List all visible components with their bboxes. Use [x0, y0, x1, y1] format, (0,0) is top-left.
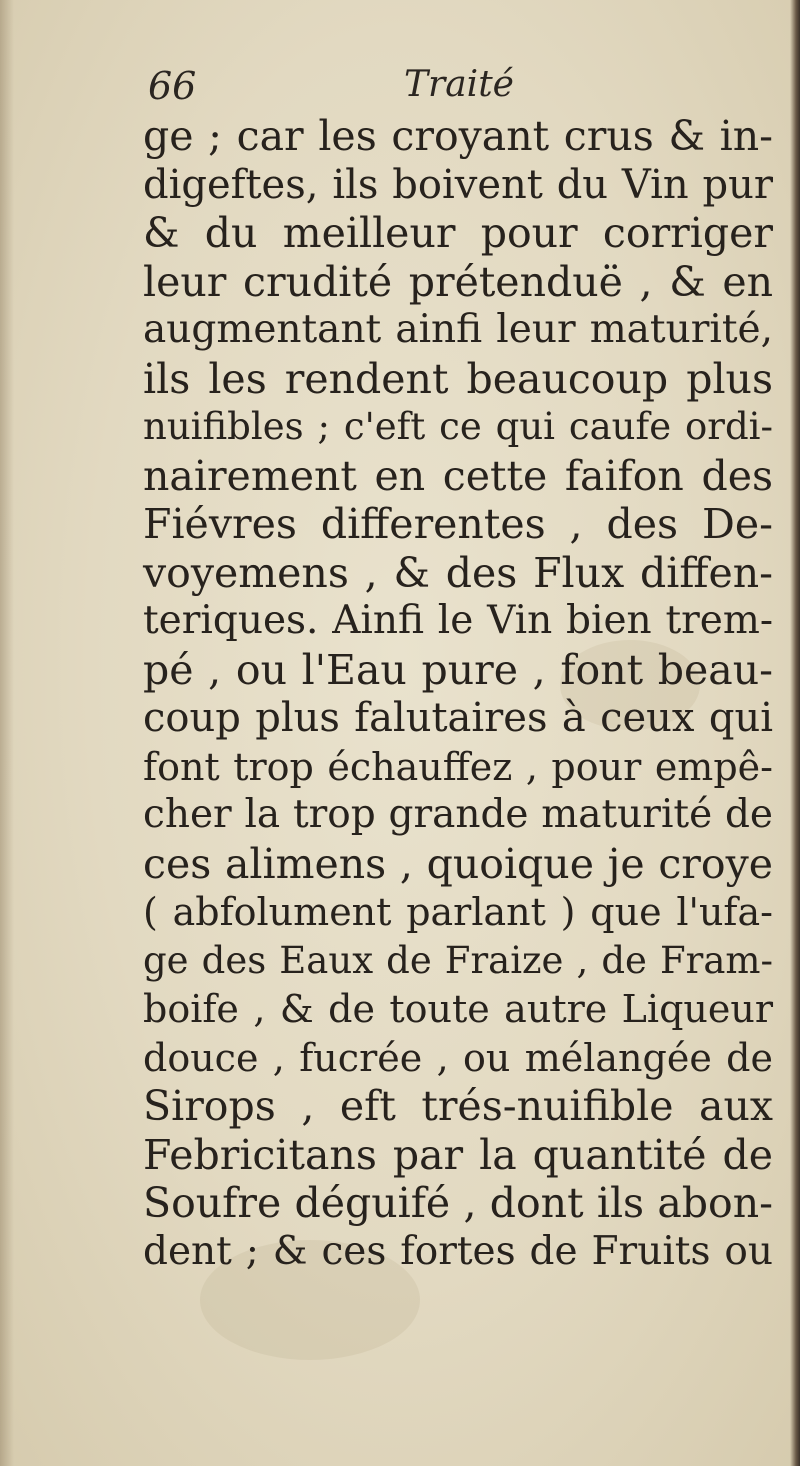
text-line: dent ; & ces fortes de Fruits ou: [143, 1228, 773, 1274]
text-line: douce , fucrée , ou mélangée de: [143, 1035, 773, 1080]
page-edge-shadow: [790, 0, 800, 1466]
text-line: Fiévres differentes , des De-: [143, 500, 773, 548]
text-line: Soufre déguifé , dont ils abon-: [143, 1179, 773, 1227]
text-line: Sirops , eft trés-nuifible aux: [143, 1082, 773, 1130]
text-line: ge des Eaux de Fraize , de Fram-: [143, 938, 773, 982]
text-line: pé , ou l'Eau pure , font beau-: [143, 645, 773, 694]
text-line: cher la trop grande maturité de: [143, 792, 773, 837]
page-number: 66: [148, 64, 197, 108]
text-line: coup plus falutaires à ceux qui: [143, 695, 773, 741]
text-line: boife , & de toute autre Liqueur: [143, 987, 773, 1031]
text-line: & du meilleur pour corriger: [143, 209, 773, 257]
text-line: digeftes, ils boivent du Vin pur: [143, 161, 773, 208]
body-text: [143, 112, 773, 1276]
page-header: [148, 64, 768, 114]
text-line: Febricitans par la quantité de: [143, 1130, 773, 1179]
text-line: augmentant ainfi leur maturité,: [143, 307, 773, 352]
text-line: ( abfolument parlant ) que l'ufa-: [143, 890, 773, 934]
text-line: font trop échauffez , pour empê-: [143, 744, 773, 789]
text-line: nuifibles ; c'eft ce qui caufe ordi-: [143, 405, 773, 448]
text-line: voyemens , & des Flux diffen-: [143, 548, 773, 597]
text-line: teriques. Ainfi le Vin bien trem-: [143, 598, 773, 643]
text-line: ge ; car les croyant crus & in-: [143, 112, 773, 160]
text-line: ils les rendent beaucoup plus: [143, 354, 773, 403]
text-line: nairement en cette faifon des: [143, 451, 773, 500]
text-line: ces alimens , quoique je croye: [143, 839, 773, 888]
running-title: Traité: [404, 64, 514, 105]
text-line: leur crudité prétenduë , & en: [143, 257, 773, 306]
